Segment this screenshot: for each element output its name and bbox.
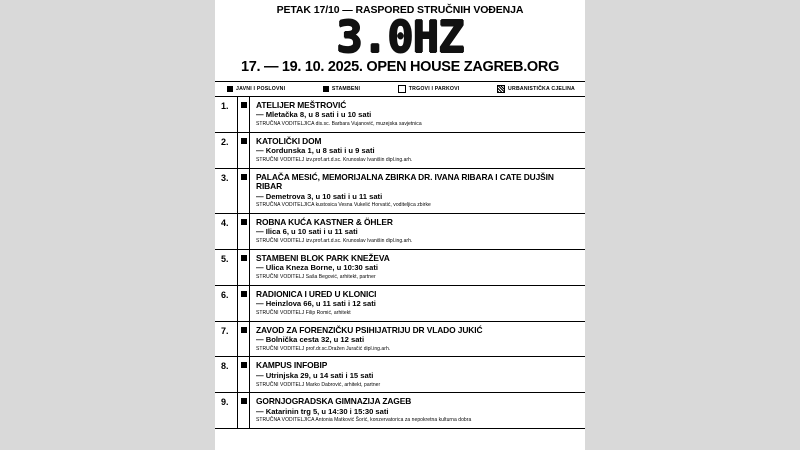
- list-item: [215, 393, 585, 429]
- entry-number: 6.: [221, 289, 229, 300]
- entry-address: — Katarinin trg 5, u 14:30 i 15:30 sati: [256, 406, 389, 416]
- entry-guide: STRUČNI VODITELJ izv.prof.art.d.sc. Krunoslav Ivanišin dipl.ing.arh.: [256, 156, 413, 163]
- list-item: [215, 133, 585, 169]
- entry-category-cell: [237, 169, 250, 213]
- list-item: [215, 286, 585, 322]
- list-item: [215, 97, 585, 133]
- legend-item-stambeni: [323, 86, 360, 92]
- entry-category-cell: [237, 322, 250, 357]
- entry-category-cell: [237, 133, 250, 168]
- entry-address: — Ilica 6, u 10 sati i u 11 sati: [256, 227, 358, 237]
- entry-address: — Utrinjska 29, u 14 sati i 15 sati: [256, 370, 374, 380]
- list-item: [215, 214, 585, 250]
- entry-address: — Kordunska 1, u 8 sati i u 9 sati: [256, 146, 375, 156]
- list-item: [215, 357, 585, 393]
- category-swatch-icon: [241, 327, 247, 333]
- entry-category-cell: [237, 286, 250, 321]
- entry-content: [250, 214, 585, 249]
- category-swatch-icon: [241, 174, 247, 180]
- entry-content: [250, 357, 585, 392]
- entry-number: 7.: [221, 325, 229, 336]
- legend-label: URBANISTIČKA CJELINA: [508, 85, 575, 92]
- entry-guide: STRUČNI VODITELJ Filip Romić, arhitekt: [256, 309, 351, 316]
- entry-title: KATOLIČKI DOM: [256, 135, 322, 146]
- legend-swatch-icon: [398, 85, 406, 93]
- category-swatch-icon: [241, 255, 247, 261]
- category-swatch-icon: [241, 291, 247, 297]
- category-swatch-icon: [241, 362, 247, 368]
- entry-content: [250, 97, 585, 132]
- category-swatch-icon: [241, 219, 247, 225]
- legend-label: TRGOVI I PARKOVI: [408, 85, 460, 92]
- entry-title: KAMPUS INFOBIP: [256, 360, 328, 371]
- entry-number: 9.: [221, 397, 229, 408]
- list-item: [215, 250, 585, 286]
- entry-content: [250, 322, 585, 357]
- entry-guide: STRUČNI VODITELJ prof.dr.sc.Dražen Juračić dipl.ing.arh.: [256, 345, 391, 352]
- entry-category-cell: [237, 393, 250, 428]
- entry-title: GORNJOGRADSKA GIMNAZIJA ZAGEB: [256, 396, 412, 407]
- entry-content: [250, 133, 585, 168]
- legend-label: STAMBENI: [331, 85, 361, 92]
- entry-category-cell: [237, 214, 250, 249]
- entry-guide: STRUČNA VODITELJICA kustosica Vesna Vukelić Horvatić, voditeljica zbirke: [256, 202, 431, 209]
- entry-address: — Bolnička cesta 32, u 12 sati: [256, 335, 365, 344]
- legend-swatch-icon: [497, 85, 505, 93]
- legend-swatch-icon: [323, 86, 329, 92]
- entry-category-cell: [237, 97, 250, 132]
- entry-number: 8.: [221, 361, 229, 372]
- poster-sheet: [215, 0, 585, 450]
- list-item: [215, 169, 585, 214]
- entry-number: 2.: [221, 136, 229, 147]
- entry-address: — Demetrova 3, u 10 sati i u 11 sati: [256, 191, 383, 201]
- entry-content: [250, 393, 585, 428]
- header-logo-title: 3.0HZ: [336, 11, 464, 63]
- category-swatch-icon: [241, 138, 247, 144]
- category-swatch-icon: [241, 102, 247, 108]
- entry-title: STAMBENI BLOK PARK KNEŽEVA: [256, 252, 390, 263]
- entry-guide: STRUČNI VODITELJ Marko Dabrović, arhitekt, partner: [256, 381, 381, 388]
- entry-number: 1.: [221, 100, 229, 111]
- entry-guide: STRUČNA VODITELJICA Antonia Matković Šorić, konzervatorica za nepokretna kulturna dobra: [256, 417, 472, 424]
- entry-guide: STRUČNI VODITELJ Saša Begović, arhitekt, partner: [256, 273, 376, 280]
- entry-content: [250, 250, 585, 285]
- entry-content: [250, 169, 585, 213]
- legend-item-urbanisticka-cjelina: [497, 85, 575, 93]
- entry-number: 4.: [221, 217, 229, 228]
- poster-header: [215, 0, 585, 75]
- entry-title: ROBNA KUĆA KASTNER & ÖHLER: [256, 216, 393, 227]
- entry-guide: STRUČNI VODITELJ izv.prof.art.d.sc. Krunoslav Ivanišin dipl.ing.arh.: [256, 238, 413, 245]
- legend-item-javni-i-poslovni: [227, 86, 285, 92]
- entry-title: ZAVOD ZA FORENZIČKU PSIHIJATRIJU DR VLADO JUKIĆ: [256, 324, 483, 335]
- entry-title: RADIONICA I URED U KLONICI: [256, 288, 377, 299]
- entry-address: — Heinzlova 66, u 11 sati i 12 sati: [256, 299, 376, 309]
- legend-bar: [215, 81, 585, 97]
- entry-category-cell: [237, 357, 250, 392]
- entry-title: ATELIJER MEŠTROVIĆ: [256, 99, 347, 110]
- entry-title: PALAČA MESIĆ, MEMORIJALNA ZBIRKA DR. IVANA RIBARA I CATE DUJŠIN RIBAR: [256, 171, 554, 192]
- entry-category-cell: [237, 250, 250, 285]
- list-item: [215, 322, 585, 358]
- entry-address: — Ulica Kneza Borne, u 10:30 sati: [256, 263, 378, 273]
- entry-address: — Mletačka 8, u 8 sati i u 10 sati: [256, 110, 372, 120]
- header-kicker: PETAK 17/10 — RASPORED STRUČNIH VOĐENJA: [276, 4, 524, 16]
- entry-guide: STRUČNA VODITELJICA dis.sc. Barbara Vujanović, muzejska savjetnica: [256, 121, 422, 128]
- entry-number: 3.: [221, 172, 229, 183]
- legend-item-trgovi-i-parkovi: [398, 85, 460, 93]
- legend-swatch-icon: [227, 86, 233, 92]
- entry-number: 5.: [221, 253, 229, 264]
- legend-label: JAVNI I POSLOVNI: [236, 85, 286, 92]
- header-subtitle: 17. — 19. 10. 2025. OPEN HOUSE ZAGREB.ORG: [240, 58, 560, 75]
- schedule-list: [215, 97, 585, 429]
- entry-content: [250, 286, 585, 321]
- category-swatch-icon: [241, 398, 247, 404]
